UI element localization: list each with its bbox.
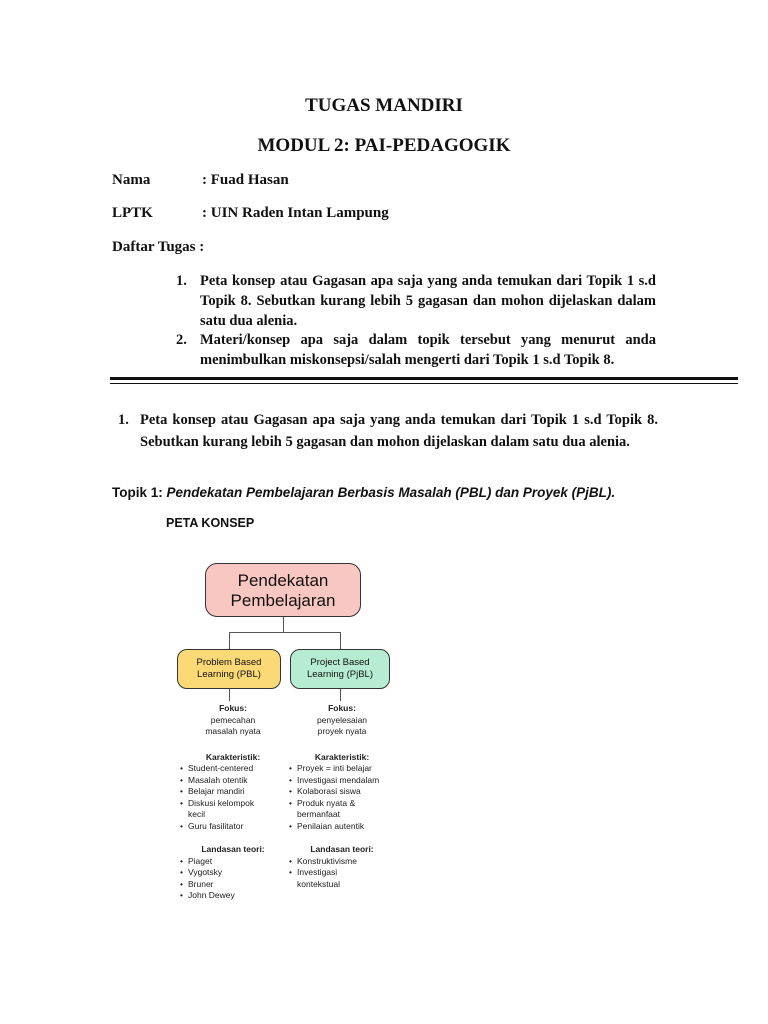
pjbl-karakteristik-list [287,763,397,832]
topic-title: Pendekatan Pembelajaran Berbasis Masalah (PBL) dan Proyek (PjBL). [166,485,616,500]
pbl-karakteristik-label: Karakteristik: [205,751,261,762]
page-title: TUGAS MANDIRI [305,95,463,116]
pbl-node-line2: Learning (PBL) [197,669,261,680]
topic-heading [112,485,615,500]
task-item-number: 1. [176,273,187,289]
pjbl-node-line1: Project Based [310,657,370,668]
answer-question [118,409,658,453]
list-item: • Investigasi kontekstual [287,867,347,890]
pbl-node [177,649,281,689]
list-item: • Vygotsky [178,867,288,879]
list-item: • Investigasi mendalam [287,775,397,787]
task-item-number: 2. [176,332,187,348]
list-item: • John Dewey [178,890,288,902]
list-item: • Bruner [178,879,288,891]
pbl-fokus-label: Fokus: [219,703,247,713]
pjbl-fokus-label: Fokus: [328,703,356,713]
list-item: • Masalah otentik [178,775,288,787]
list-item: • Student-centered [178,763,288,775]
concept-map-label: PETA KONSEP [166,516,255,530]
task-list-heading: Daftar Tugas : [112,239,205,255]
root-node-line2: Pembelajaran [230,591,336,610]
list-item: • Kolaborasi siswa [287,786,397,798]
root-node-line1: Pendekatan [237,571,329,590]
pjbl-details [287,703,397,890]
concept-map-root-node [205,563,361,617]
pbl-details [178,703,288,902]
connector-line [229,632,230,649]
pjbl-fokus-line1: penyelesaian [316,714,368,725]
answer-question-text: Peta konsep atau Gagasan apa saja yang anda temukan dari Topik 1 s.d Topik 8. Sebutkan kurang lebih 5 gagasan dan mohon dijelaskan dalam satu dua alenia. [140,412,658,450]
pjbl-landasan-label: Landasan teori: [310,844,374,854]
list-item: • Proyek = inti belajar [287,763,397,775]
task-item [176,330,656,370]
pjbl-landasan-list [287,856,397,891]
pbl-landasan-label: Landasan teori: [201,844,265,854]
pbl-landasan-list [178,856,288,902]
pjbl-fokus-line2: proyek nyata [317,726,367,736]
pbl-node-line1: Problem Based [196,657,262,668]
pbl-fokus-line2: masalah nyata [205,726,261,736]
connector-line [229,632,341,633]
answer-question-number: 1. [118,412,129,428]
task-item-text: Materi/konsep apa saja dalam topik tersebut yang menurut anda menimbulkan miskonsepsi/salah mengerti dari Topik 1 s.d Topik 8. [200,332,656,368]
task-item [176,271,656,331]
pjbl-karakteristik-label: Karakteristik: [314,751,370,762]
list-item: • Piaget [178,856,288,868]
divider-thin [110,383,738,384]
pjbl-node-line2: Learning (PjBL) [306,669,373,680]
pbl-fokus-line1: pemecahan [210,714,256,725]
nama-value: : Fuad Hasan [202,172,289,188]
connector-line [283,617,284,632]
connector-line [340,689,341,701]
list-item: • Produk nyata & bermanfaat [287,798,357,821]
topic-label: Topik 1: [112,485,167,500]
page-subtitle: MODUL 2: PAI-PEDAGOGIK [257,135,511,156]
divider-thick [110,377,738,380]
lptk-value: : UIN Raden Intan Lampung [202,205,389,221]
list-item: • Guru fasilitator [178,821,288,833]
list-item: • Penilaian autentik [287,821,397,833]
connector-line [340,632,341,649]
list-item: • Konstruktivisme [287,856,397,868]
pbl-karakteristik-list [178,763,288,832]
nama-label: Nama [112,172,151,188]
list-item: • Diskusi kelompok kecil [178,798,260,821]
pjbl-node [290,649,390,689]
task-item-text: Peta konsep atau Gagasan apa saja yang anda temukan dari Topik 1 s.d Topik 8. Sebutkan kurang lebih 5 gagasan dan mohon dijelaskan dalam satu dua alenia. [200,273,656,329]
connector-line [229,689,230,701]
lptk-label: LPTK [112,205,153,221]
list-item: • Belajar mandiri [178,786,288,798]
